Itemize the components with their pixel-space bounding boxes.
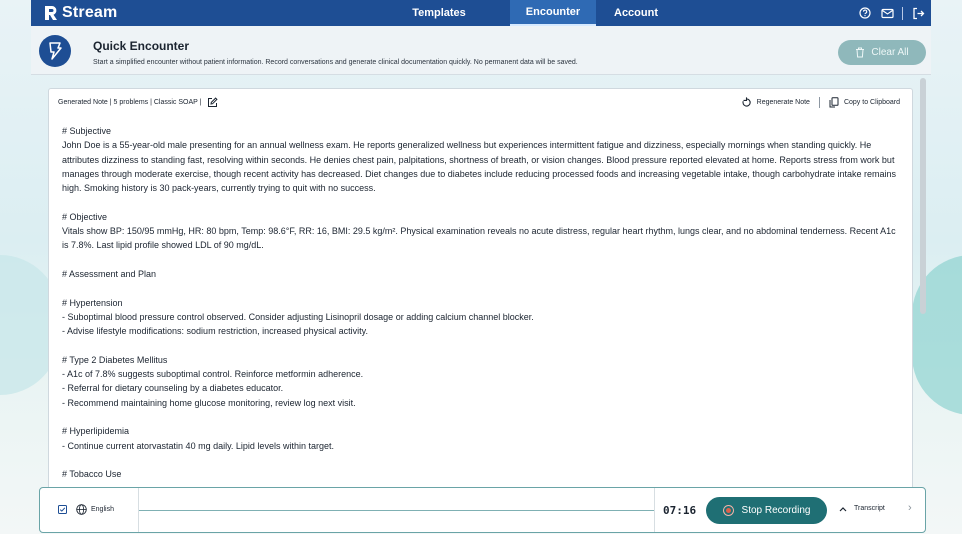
note-meta-text: Generated Note | 5 problems | Classic SOAP |	[58, 99, 202, 106]
globe-icon	[76, 504, 87, 515]
brand-logo[interactable]	[43, 4, 117, 22]
encounter-icon	[39, 35, 71, 67]
recording-timer: 07:16	[663, 504, 697, 517]
main-nav	[368, 0, 676, 26]
section-heading: # Tobacco Use	[62, 469, 122, 480]
regenerate-label: Regenerate Note	[756, 99, 810, 106]
objective-text: Vitals show BP: 150/95 mmHg, HR: 80 bpm, Temp: 98.6°F, RR: 16, BMI: 29.5 kg/m². Physical examination reveals no acute distress, regular heart rhythm, lungs clear, and no abdominal tenderness. Recent A1c is 7.8%. Last lipid profile showed LDL of 90 mg/dL.	[62, 226, 896, 251]
copy-icon	[829, 97, 839, 108]
page-subtitle: Start a simplified encounter without patient information. Record conversations and generate clinical documentation quickly. No permanent data will be saved.	[93, 59, 578, 66]
brand-name: Stream	[62, 4, 118, 21]
page-title: Quick Encounter	[93, 39, 190, 53]
brand-r-icon	[43, 5, 59, 21]
section-heading: # Hypertension	[62, 297, 123, 308]
clear-all-label: Clear All	[871, 47, 909, 58]
help-icon[interactable]	[858, 6, 872, 20]
section-heading: # Objective	[62, 211, 108, 222]
plan-item: - Suboptimal blood pressure control observed. Consider adjusting Lisinopril dosage or adding calcium channel blocker.	[62, 311, 534, 322]
chevron-up-icon	[839, 506, 847, 512]
copy-label: Copy to Clipboard	[843, 99, 900, 106]
subjective-text: John Doe is a 55-year-old male presenting for an annual wellness exam. He reports generalized wellness but experiences intermittent fatigue and dizziness, especially mornings when standing quickly. He attributes dizziness to standing fast, resolving within seconds. He denies chest pain, palpitations, shortness of breath, or vision changes. Blood pressure reported elevated at home. Reports stress from work but manages through moderate exercise, though recent activity has decreased. Diet changes due to diabetes include reducing processed foods and increasing vegetable intake, though carbohydrate intake remains high. Smoking history is 30 pack-years, currently trying to quit with no success.	[62, 140, 897, 194]
encounter-header	[31, 26, 931, 75]
action-separator	[819, 97, 820, 108]
mail-icon[interactable]	[880, 6, 894, 20]
generated-note-card	[48, 88, 913, 498]
stop-recording-button[interactable]	[706, 497, 827, 524]
transcript-label: Transcript	[854, 505, 885, 512]
note-actions	[741, 97, 900, 108]
transcript-toggle[interactable]	[839, 505, 885, 512]
stop-recording-label: Stop Recording	[741, 505, 811, 516]
recorder-options	[58, 504, 114, 515]
clear-all-button[interactable]	[838, 40, 926, 65]
chevron-right-icon[interactable]: ›	[908, 502, 912, 514]
section-heading: # Type 2 Diabetes Mellitus	[62, 354, 168, 365]
audio-waveform	[139, 510, 654, 511]
checkbox-icon[interactable]	[58, 505, 67, 514]
copy-to-clipboard-button[interactable]	[829, 97, 900, 108]
edit-icon[interactable]	[207, 97, 218, 108]
plan-item: - Continue current atorvastatin 40 mg daily. Lipid levels within target.	[62, 440, 334, 451]
page-scrollbar[interactable]	[920, 78, 926, 314]
language-selector[interactable]	[76, 504, 114, 515]
section-heading: # Assessment and Plan	[62, 268, 157, 279]
tab-encounter[interactable]: Encounter	[510, 0, 596, 26]
tab-account[interactable]: Account	[614, 7, 658, 19]
plan-item: - Referral for dietary counseling by a diabetes educator.	[62, 383, 284, 394]
section-heading: # Subjective	[62, 126, 112, 136]
divider	[654, 488, 655, 532]
tab-templates[interactable]: Templates	[412, 7, 466, 19]
top-navigation-bar	[31, 0, 931, 26]
regenerate-icon	[741, 97, 752, 108]
logout-icon[interactable]	[911, 6, 925, 20]
plan-item: - Recommend maintaining home glucose monitoring, review log next visit.	[62, 397, 356, 408]
section-heading: # Hyperlipidemia	[62, 426, 130, 437]
language-label: English	[91, 506, 114, 513]
top-icon-group	[858, 0, 925, 26]
note-meta	[58, 97, 218, 108]
plan-item: - Advise lifestyle modifications: sodium restriction, increased physical activity.	[62, 326, 368, 337]
icon-separator	[902, 7, 903, 20]
regenerate-note-button[interactable]	[741, 97, 810, 108]
trash-icon	[855, 47, 865, 58]
plan-item: - A1c of 7.8% suggests suboptimal control. Reinforce metformin adherence.	[62, 369, 364, 380]
recorder-bar	[39, 487, 926, 533]
record-icon	[723, 505, 734, 516]
note-body[interactable]	[62, 124, 902, 481]
